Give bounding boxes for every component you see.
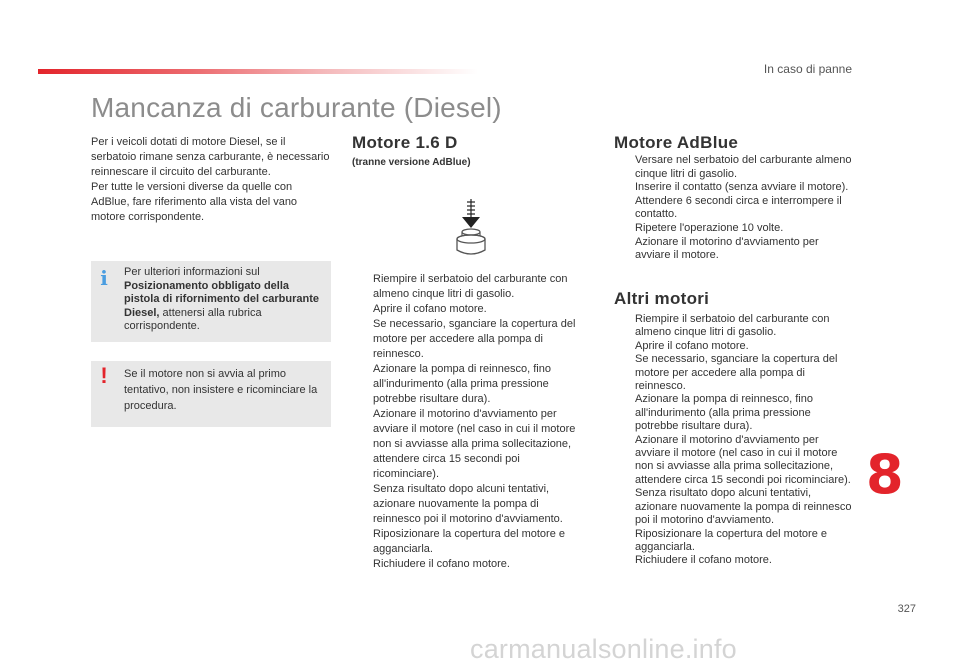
list-item	[352, 527, 584, 557]
fuel-pump-refill-icon	[451, 198, 491, 260]
warning-note-text: Se il motore non si avvia al primo tentativo, non insistere e ricominciare la procedura.	[124, 368, 318, 412]
section-heading-altri-motori: Altri motori	[614, 289, 710, 308]
step-text: Ripetere l'operazione 10 volte.	[635, 221, 784, 234]
step-text: Riempire il serbatoio del carburante con almeno cinque litri di gasolio.	[635, 313, 830, 339]
step-text: Se necessario, sganciare la copertura del motore per accedere alla pompa di reinnesco.	[635, 353, 838, 393]
info-note-text-bold: Posizionamento obbligato della pistola di rifornimento del carburante Diesel,	[124, 279, 319, 319]
step-text: Azionare il motorino d'avviamento per avviare il motore (nel caso in cui il motore non si avviasse alla prima sollecitazione, attendere circa 15 secondi poi ricominciare).	[635, 433, 851, 486]
list-item	[614, 154, 854, 181]
step-text: Se necessario, sganciare la copertura del motore per accedere alla pompa di reinnesco.	[373, 318, 576, 360]
step-text: Senza risultato dopo alcuni tentativi, azionare nuovamente la pompa di reinnesco poi il motorino d'avviamento.	[373, 483, 563, 525]
section-heading-motore-adblue: Motore AdBlue	[614, 133, 739, 152]
list-item	[614, 181, 854, 195]
step-text: Riposizionare la copertura del motore e agganciarla.	[635, 527, 827, 553]
watermark-text: carmanualsonline.info	[470, 634, 737, 664]
step-text: Attendere 6 secondi circa e interrompere il contatto.	[635, 194, 842, 221]
info-icon: i	[100, 266, 108, 290]
info-note-box	[91, 261, 331, 342]
intro-paragraph: Per i veicoli dotati di motore Diesel, se il serbatoio rimane senza carburante, è necessario reinnescare il circuito del carburante.	[91, 136, 330, 178]
section-heading-motore-16d: Motore 1.6 D	[352, 133, 458, 152]
list-item	[352, 557, 584, 572]
list-item	[614, 393, 854, 433]
step-text: Azionare la pompa di reinnesco, fino all'indurimento (alla prima pressione potrebbe risultare dura).	[373, 363, 551, 405]
motore-adblue-steps	[614, 154, 854, 263]
list-item	[614, 554, 854, 567]
step-text: Riposizionare la copertura del motore e agganciarla.	[373, 528, 565, 555]
page-title: Mancanza di carburante (Diesel)	[91, 92, 502, 123]
info-note-text-plain: Per ulteriori informazioni sul	[124, 266, 260, 278]
section-subnote: (tranne versione AdBlue)	[352, 157, 471, 168]
exclamation-icon: !	[100, 363, 108, 388]
list-item	[352, 272, 584, 302]
chapter-number: 8	[866, 443, 904, 506]
intro-paragraph: Per tutte le versioni diverse da quelle con AdBlue, fare riferimento alla vista del vano motore corrispondente.	[91, 181, 298, 223]
info-note-text-plain: attenersi alla rubrica corrispondente.	[124, 306, 262, 332]
list-item	[614, 434, 854, 488]
step-text: Richiudere il cofano motore.	[373, 558, 510, 570]
altri-motori-steps	[614, 313, 854, 568]
section-label: In caso di panne	[763, 62, 852, 76]
step-text: Azionare il motorino d'avviamento per avviare il motore (nel caso in cui il motore non si avviasse alla prima sollecitazione, attendere circa 15 secondi poi ricominciare).	[373, 408, 576, 480]
step-text: Riempire il serbatoio del carburante con almeno cinque litri di gasolio.	[373, 273, 568, 300]
list-item	[614, 222, 854, 236]
step-text: Versare nel serbatoio del carburante almeno cinque litri di gasolio.	[635, 154, 852, 180]
step-text: Azionare il motorino d'avviamento per avviare il motore.	[635, 235, 819, 262]
step-text: Inserire il contatto (senza avviare il motore).	[635, 181, 849, 194]
list-item	[614, 340, 854, 353]
info-note-text	[124, 266, 324, 334]
warning-note-box	[91, 361, 331, 427]
list-item	[614, 528, 854, 555]
list-item	[352, 302, 584, 317]
header-accent-bar	[38, 69, 478, 74]
list-item	[614, 236, 854, 263]
step-text: Aprire il cofano motore.	[635, 339, 749, 352]
list-item	[352, 317, 584, 362]
intro-text	[91, 135, 331, 225]
list-item	[352, 482, 584, 527]
list-item	[614, 313, 854, 340]
list-item	[352, 407, 584, 482]
list-item	[614, 353, 854, 393]
step-text: Aprire il cofano motore.	[373, 303, 487, 315]
page-number: 327	[897, 603, 916, 615]
list-item	[352, 362, 584, 407]
list-item	[614, 487, 854, 527]
list-item	[614, 195, 854, 222]
motore-16d-steps	[352, 272, 584, 572]
step-text: Richiudere il cofano motore.	[635, 554, 772, 567]
step-text: Senza risultato dopo alcuni tentativi, azionare nuovamente la pompa di reinnesco poi il motorino d'avviamento.	[635, 487, 852, 527]
step-text: Azionare la pompa di reinnesco, fino all'indurimento (alla prima pressione potrebbe risultare dura).	[635, 393, 813, 433]
